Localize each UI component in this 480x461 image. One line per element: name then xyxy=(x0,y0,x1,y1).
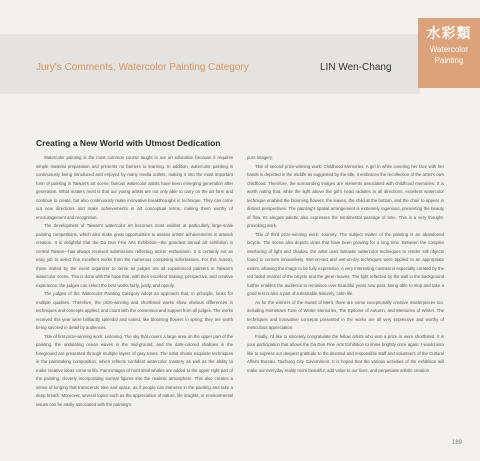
paragraph: pure imagery. xyxy=(247,155,273,160)
paragraph: Watercolor painting is the most common course taught in our art education because it requires simple material preparation and presents no barriers to learning. In addition, watercolor painting is continuously being introduced and enjoyed by many media outlets, making it into the most important form of painting in Taiwan's art scene; famous watercolor artists have been emerging generation after generation. What matters most is that our young artists are not only able to carry on the art form and continue to create, but also continuously make innovative breakthroughs in technique. They can come out new directions and make achievements in art conceptual terms, making them worthy of encouragement and recognition. xyxy=(36,155,233,220)
text-column-right xyxy=(247,154,444,375)
text-column-left xyxy=(36,154,233,409)
paragraph: Title of first prize-winning work: Listening. The sky that covers a large area on the upper part of the painting, the undulating ocean waves in the mid-ground, and the dark-colored shallows in the foreground are presented through multiple layers of gray tones. The artist shows exquisite techniques in the painstaking composition, which reflects confident watercolor mastery as well as the ability to make creative ideas come to life. Faint images of horizontal whales are added to the upper right part of the painting, cleverly incorporating surreal figures into the realistic atmosphere. This also creates a sense of longing that transcends time and space, as if people can immerse in the painting and take a deep breath. Moreover, several topics such as the appreciation of nature, life insights, or environmental issues can be easily associated with the painting's xyxy=(36,333,233,407)
paragraph: As for the winners of the Award of Merit, there are some exceptionally creative masterpieces too, including Hometown Tone of Winter Memories, The Epitome of Autumn, and Memories of Winter. The techniques and innovative concepts presented in the works are all very impressive and worthy of meticulous appreciation. xyxy=(247,299,444,330)
paragraph: The development of Taiwan's watercolor art becomes most evident at particularly large-scale painting competitions, which also make great opportunities to assess artists' achievements in artwork creation. It is delightful that the Da Dun Fine Arts Exhibition—the grandest annual art exhibition in central Taiwan—has always received submissions reflecting artists' enthusiasm. It is certainly not an easy job to select fine excellent works from the numerous competing submissions. For this reason, those invited by the event organizer to serve as judges are all experienced painters in Taiwan's watercolor scene. This is done with the hope that, with their excellent training, perspective, and creative experience, the judges can select the best works fairly, justly, and openly. xyxy=(36,223,233,288)
category-chinese-title: 水彩類 xyxy=(426,26,472,42)
paragraph: Title of third prize-winning work: Journey. The subject matter of the painting is an abandoned bicycle. The scene also depicts vines that have been growing for a long time. Between the complex interlacing of light and shadow, the artist uses fantastic watercolor techniques to render still objects found in corners innovatively. Wet-on-wet and wet-on-dry techniques were applied to an appropriate extent, allowing the image to be fully expressive. A very interesting contrast is especially created by the red faded enamel of the bicycle and the green leaves. The light reflected by the wall in the background further enables the audience to reminisce over beautiful years now past, being able to stop and take a good rest is also a part of a desirable leisurely, calm life. xyxy=(247,231,444,296)
category-english-line2: Painting xyxy=(434,56,464,65)
page-number: 189 xyxy=(452,440,463,446)
paragraph: Finally, I'd like to sincerely congratulate the fellow artists who won a prize or were shortlisted. It is your participation that allows the Da Dun Fine Arts Exhibition to shine brightly once again. I would also like to express our deepest gratitude to the devoted and responsible staff and volunteers of the Cultural Affairs Bureau, Taichung City Government. It is hoped that the various activities of the exhibition will make our everyday reality more beautiful, add value to our lives, and perpetuate artistic creation. xyxy=(247,333,444,373)
section-title: Jury's Comments, Watercolor Painting Category xyxy=(36,62,249,73)
article-title: Creating a New World with Utmost Dedication xyxy=(36,138,221,148)
paragraph: The judges of the Watercolor Painting Category adopt an approach that, in principle, looks for multiple qualities. Therefore, the prize-winning and shortlisted works show obvious differences in techniques and concepts applied, and count with the consensus and support from all judges. The works received this year were brilliantly splendid and varied, like blooming flowers in spring; they are worth being savored in detail by audiences. xyxy=(36,291,233,330)
category-badge xyxy=(418,18,480,88)
author-name: LIN Wen-Chang xyxy=(320,62,392,73)
paragraph: Title of second prize-winning work: Childhood Memories. A girl in white covering her face with her hands is depicted in the middle as suggested by the title, it embraces the recollection of the artist's own childhood. Therefore, the surrounding images are elements associated with childhood memories. It is worth noting that, while the light above the girl's head radiates in all directions, excellent watercolor technique enabled the blooming flowers, the leaves, the child at the bottom, and the chair to appear in distinct perspectives. The painting's spatial arrangement is extremely ingenious, presenting the beauty of flow. Its elegant palette also expresses the sentimental passage of time. This is a very thought-provoking work. xyxy=(247,163,444,228)
category-english-line1: Watercolor xyxy=(429,45,469,54)
